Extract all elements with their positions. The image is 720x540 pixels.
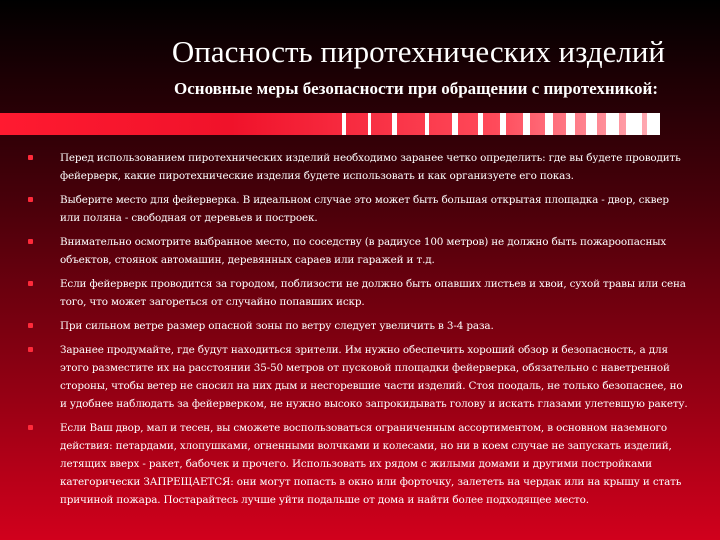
bullet-icon xyxy=(28,347,33,352)
bullet-text: При сильном ветре размер опасной зоны по ветру следует увеличить в 3-4 раза. xyxy=(60,320,494,332)
bullet-item xyxy=(28,341,688,413)
bullet-list xyxy=(28,149,688,515)
decorative-stripe xyxy=(0,113,660,135)
slide-title: Опасность пиротехнических изделий xyxy=(171,34,665,69)
bullet-text: Выберите место для фейерверка. В идеальном случае это может быть большая открытая площадка - двор, сквер или поляна - свободная от деревьев и построек. xyxy=(60,194,669,224)
bullet-icon xyxy=(28,281,33,286)
bullet-text: Внимательно осмотрите выбранное место, по соседству (в радиусе 100 метров) не должно быть пожароопасных объектов, стоянок автомашин, деревянных сараев или гаражей и т.д. xyxy=(60,236,667,266)
bullet-text: Если Ваш двор, мал и тесен, вы сможете воспользоваться ограниченным ассортиментом, в основном наземного действия: петардами, хлопушками, огненными волчками и колесами, но ни в коем случае не запускать изделий, летящих вверх - ракет, бабочек и прочего. Использовать их рядом с жилыми домами и другими постройками категорически ЗАПРЕЩАЕТСЯ: они могут попасть в окно или форточку, залететь на чердак или на крышу и стать причиной пожара. Постарайтесь лучше уйти подальше от дома и найти более подходящее место. xyxy=(60,422,682,506)
bullet-item xyxy=(28,275,688,311)
bullet-icon xyxy=(28,155,33,160)
bullet-item xyxy=(28,233,688,269)
bullet-text: Перед использованием пиротехнических изделий необходимо заранее четко определить: где вы будете проводить фейерверк, какие пиротехнические изделия будете использовать и как организуете его показ. xyxy=(60,152,681,182)
bullet-item xyxy=(28,419,688,509)
bullet-icon xyxy=(28,197,33,202)
bullet-text: Если фейерверк проводится за городом, поблизости не должно быть опавших листьев и хвои, сухой травы или сена того, что может загореться от случайно попавших искр. xyxy=(60,278,686,308)
bullet-item xyxy=(28,149,688,185)
bullet-icon xyxy=(28,239,33,244)
slide-subtitle: Основные меры безопасности при обращении с пиротехникой: xyxy=(174,79,658,98)
bullet-icon xyxy=(28,323,33,328)
bullet-item xyxy=(28,317,688,335)
bullet-icon xyxy=(28,425,33,430)
bullet-item xyxy=(28,191,688,227)
bullet-text: Заранее продумайте, где будут находиться зрители. Им нужно обеспечить хороший обзор и безопасность, а для этого разместите их на расстоянии 35-50 метров от пусковой площадки фейерверка, обязательно с наветренной стороны, чтобы ветер не сносил на них дым и несгоревшие части изделий. Стоя поодаль, не только безопаснее, но и удобнее наблюдать за фейерверком, не нужно высоко запрокидывать голову и искать глазами улетевшую ракету. xyxy=(60,344,688,410)
